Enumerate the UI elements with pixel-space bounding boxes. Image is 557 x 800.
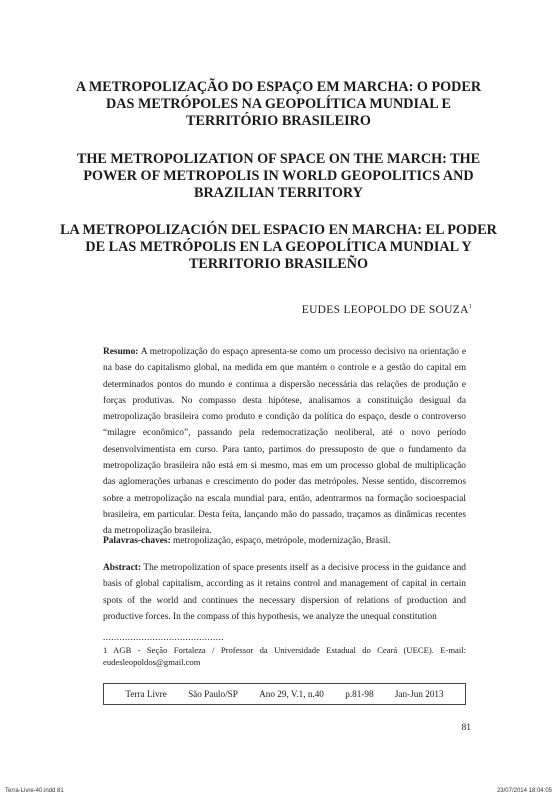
journal-info-box <box>103 683 466 705</box>
journal-volume: Ano 29, V.1, n.40 <box>259 689 324 699</box>
author-line <box>302 304 472 316</box>
author-footnote-mark: 1 <box>468 304 472 311</box>
keywords-label: Palavras-chaves: <box>103 536 171 546</box>
journal-place: São Paulo/SP <box>188 689 238 699</box>
footnote-separator: ............................................ <box>103 632 224 642</box>
title-english: THE METROPOLIZATION OF SPACE ON THE MARCH: THE POWER OF METROPOLIS IN WORLD GEOPOLITICS AND BRAZILIAN TERRITORY <box>76 151 481 201</box>
abstract-label: Abstract: <box>103 563 142 573</box>
title-spanish: LA METROPOLIZACIÓN DEL ESPACIO EN MARCHA: EL PODER DE LAS METRÓPOLIS EN LA GEOPOLÍTICA MUNDIAL Y TERRITORIO BRASILEÑO <box>60 222 497 272</box>
print-slug-timestamp: 23/07/2014 18:04:05 <box>496 788 552 794</box>
resumo-text: A metropolização do espaço apresenta-se como um processo decisivo na orientação e na base do capitalismo global, na medida em que mantém o controle e a gestão do capital em determinados pontos do mundo e continua a dispersão necessária das relações de produção e forças produtivas. No compasso desta hipótese, analisamos a constituição desigual da metropolização brasileira como produto e condição da política do espaço, desde o controverso “milagre econômico”, passando pela redemocratização neoliberal, até o novo período desenvolvimentista em curso. Para tanto, partimos do pressuposto de que o fundamento da metropolização brasileira não está em si mesmo, mas em um processo global de multiplicação das aglomerações urbanas e crescimento do poder das metrópoles. Nesse sentido, discorremos sobre a metropolização na escala mundial para, então, adentrarmos na formação socioespacial brasileira, em particular. Desta feita, lançando mão do passado, traçamos as dinâmicas recentes da metropolização brasileira. <box>103 347 466 537</box>
footnote-text: 1 AGB - Seção Fortaleza / Professor da Universidade Estadual do Ceará (UECE). E-mail: eudesleopoldos@gmail.com <box>103 645 466 667</box>
abstract-text: The metropolization of space presents itself as a decisive process in the guidance and basis of global capitalism, according as it retains control and management of capital in certain spots of the world and continues the necessary dispersion of relations of production and productive forces. In the compass of this hypothesis, we analyze the unequal constitution <box>103 563 466 622</box>
journal-pages: p.81-98 <box>345 689 374 699</box>
journal-name: Terra Livre <box>125 689 167 699</box>
resumo-paragraph <box>103 344 466 540</box>
journal-date: Jan-Jun 2013 <box>394 689 444 699</box>
abstract-paragraph <box>103 560 466 625</box>
keywords-paragraph <box>103 533 466 549</box>
title-portuguese: A METROPOLIZAÇÃO DO ESPAÇO EM MARCHA: O PODER DAS METRÓPOLES NA GEOPOLÍTICA MUNDIAL E TERRITÓRIO BRASILEIRO <box>75 79 482 129</box>
print-slug-file: Terra-Livre-40.indd 81 <box>5 788 64 794</box>
resumo-label: Resumo: <box>103 347 139 357</box>
author-name: EUDES LEOPOLDO DE SOUZA <box>301 304 469 316</box>
page-number: 81 <box>461 723 471 733</box>
keywords-text: metropolização, espaço, metrópole, modernização, Brasil. <box>170 536 391 546</box>
